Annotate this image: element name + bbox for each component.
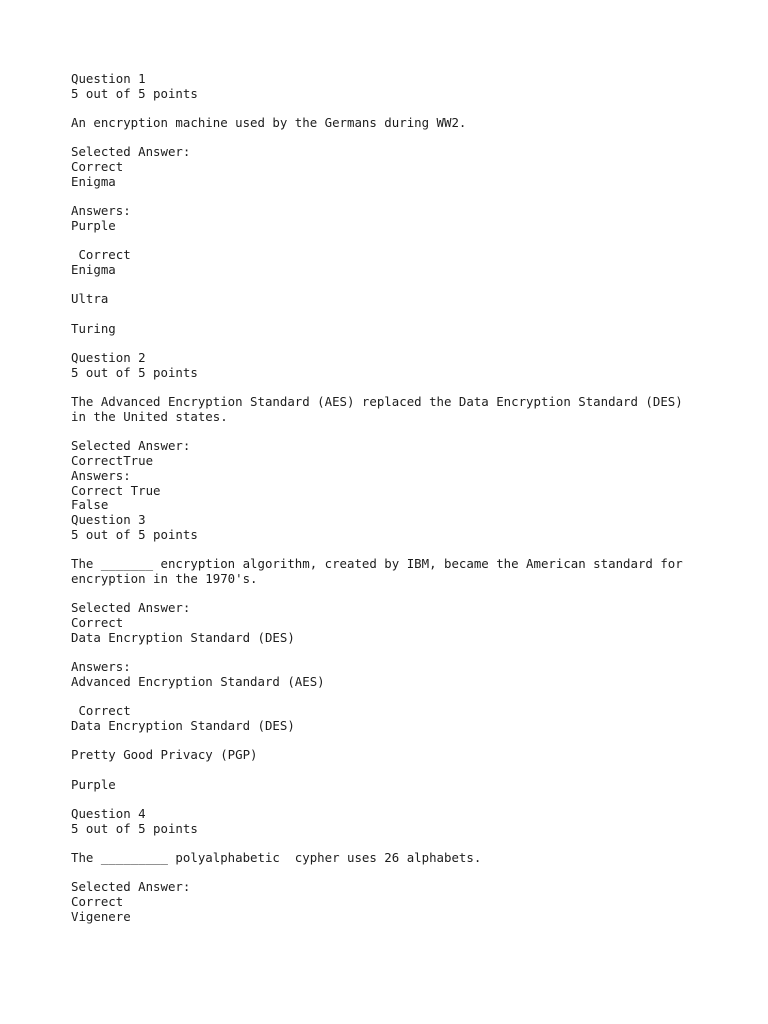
- question-prompt: The _______ encryption algorithm, created by IBM, became the American standard for: [71, 556, 683, 572]
- selected-answer-label: Selected Answer:: [71, 144, 191, 160]
- question-title: Question 3: [71, 511, 146, 527]
- question-prompt: An encryption machine used by the Germans during WW2.: [71, 115, 467, 131]
- question-title: Question 4: [71, 805, 146, 821]
- selected-answer-value: Data Encryption Standard (DES): [71, 629, 295, 645]
- answer-option: False: [71, 497, 109, 513]
- answer-option: Turing: [71, 320, 116, 336]
- answer-correct-marker: Correct: [71, 247, 131, 263]
- question-block: [71, 72, 711, 351]
- answer-option: Pretty Good Privacy (PGP): [71, 747, 258, 763]
- question-prompt: The Advanced Encryption Standard (AES) replaced the Data Encryption Standard (DES): [71, 394, 683, 410]
- answers-label: Answers:: [71, 467, 131, 483]
- answer-option: Enigma: [71, 262, 116, 278]
- selected-answer-value: CorrectTrue: [71, 453, 154, 469]
- question-block: [71, 513, 711, 807]
- question-title: Question 2: [71, 350, 146, 366]
- answer-option: Correct True: [71, 482, 161, 498]
- answers-label: Answers:: [71, 658, 131, 674]
- answer-option: Advanced Encryption Standard (AES): [71, 673, 325, 689]
- question-prompt: encryption in the 1970's.: [71, 570, 258, 586]
- selected-answer-value: Vigenere: [71, 908, 131, 924]
- selected-answer-label: Selected Answer:: [71, 879, 191, 895]
- answers-label: Answers:: [71, 203, 131, 219]
- question-points: 5 out of 5 points: [71, 526, 198, 542]
- selected-answer-status: Correct: [71, 614, 124, 630]
- answer-option: Purple: [71, 217, 116, 233]
- answer-correct-marker: Correct: [71, 703, 131, 719]
- selected-answer-status: Correct: [71, 159, 124, 175]
- question-points: 5 out of 5 points: [71, 85, 198, 101]
- question-points: 5 out of 5 points: [71, 820, 198, 836]
- question-prompt: in the United states.: [71, 409, 228, 425]
- answer-option: Data Encryption Standard (DES): [71, 717, 295, 733]
- answer-option: Ultra: [71, 291, 109, 307]
- selected-answer-label: Selected Answer:: [71, 600, 191, 616]
- question-title: Question 1: [71, 71, 146, 86]
- question-prompt: The _________ polyalphabetic cypher uses 26 alphabets.: [71, 850, 482, 865]
- selected-answer-value: Enigma: [71, 173, 116, 189]
- selected-answer-status: Correct: [71, 894, 124, 910]
- question-points: 5 out of 5 points: [71, 364, 198, 380]
- selected-answer-label: Selected Answer:: [71, 438, 191, 454]
- question-block: [71, 807, 711, 925]
- quiz-results-document: [71, 72, 711, 925]
- question-block: [71, 351, 711, 513]
- answer-option: Purple: [71, 776, 116, 792]
